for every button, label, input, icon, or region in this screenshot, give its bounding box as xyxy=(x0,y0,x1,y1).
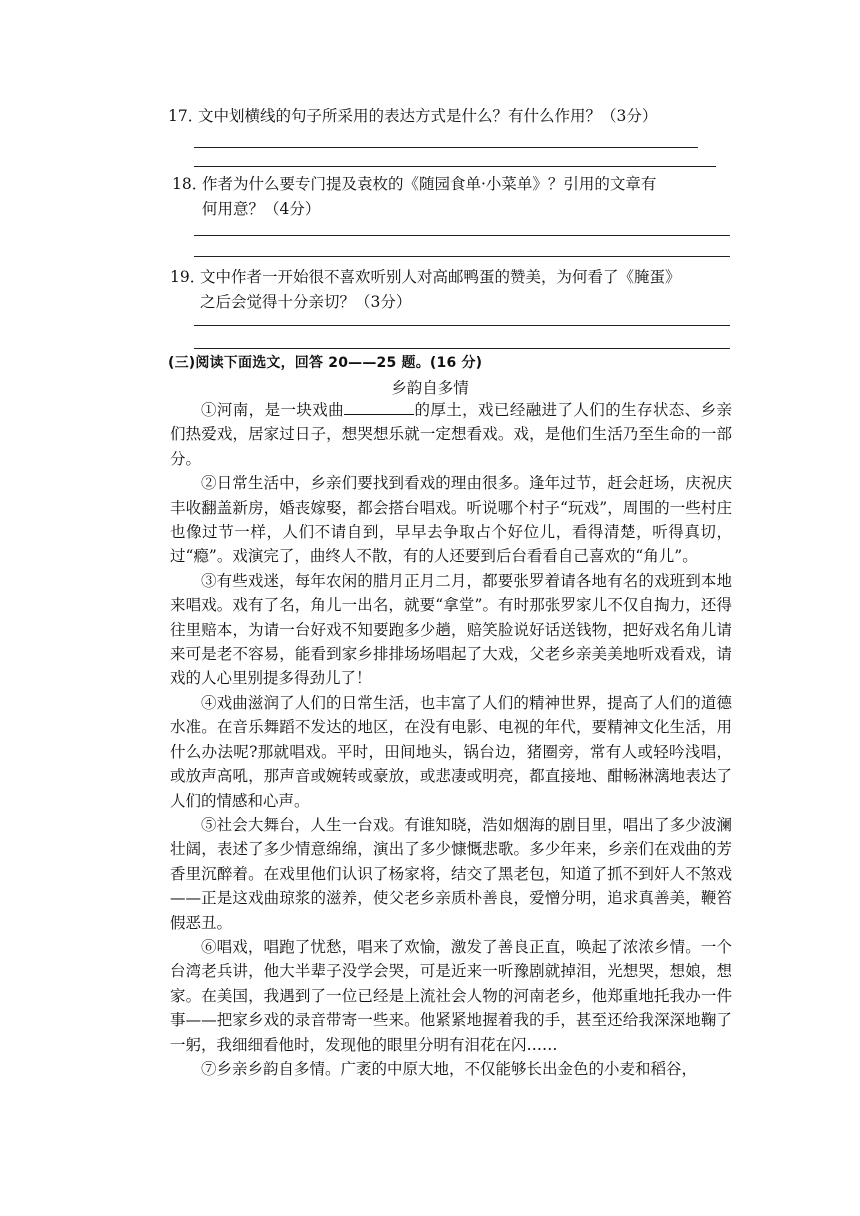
question-number: 19． xyxy=(170,268,206,286)
paragraph-1 xyxy=(170,398,732,471)
question-number: 18． xyxy=(172,175,208,193)
paragraph-7: ⑦乡亲乡韵自多情。广袤的中原大地，不仅能够长出金色的小麦和稻谷， xyxy=(201,1059,698,1078)
question-text-line-2: 何用意？（4分） xyxy=(202,200,321,218)
answer-line[interactable] xyxy=(194,147,698,148)
paragraph-6: ⑥唱戏，唱跑了忧愁，唱来了欢愉，激发了善良正直，唤起了浓浓乡情。一个台湾老兵讲，他大半辈子没学会哭，可是近来一听豫剧就掉泪，光想哭，想娘，想家。在美国，我遇到了一位已经是上流社会人物的河南老乡，他郑重地托我办一件事——把家乡戏的录音带寄一些来。他紧紧地握着我的手，甚至还给我深深地鞠了一躬，我细细看他时，发现他的眼里分明有泪花在闪…… xyxy=(170,937,732,1054)
paragraph-1-start: ①河南，是一块戏曲 xyxy=(201,401,345,419)
question-text-line-1: 文中作者一开始很不喜欢听别人对高邮鸭蛋的赞美，为何看了《腌蛋》 xyxy=(200,268,681,286)
answer-line[interactable] xyxy=(194,256,730,257)
question-text-line-2: 之后会觉得十分亲切？（3分） xyxy=(200,293,412,311)
answer-line[interactable] xyxy=(194,348,730,349)
question-text: 文中划横线的句子所采用的表达方式是什么？有什么作用？（3分） xyxy=(198,107,658,125)
paragraph-1-end: 的厚土，戏已经融进了人们的生存状态、乡亲们热爱戏，居家过日子，想哭想乐就一定想看戏。戏，是他们生活乃至生命的一部分。 xyxy=(170,401,732,468)
question-19 xyxy=(170,265,745,317)
answer-line[interactable] xyxy=(194,166,716,167)
paragraph-5: ⑤社会大舞台，人生一台戏。有谁知晓，浩如烟海的剧目里，唱出了多少波澜壮阔，表述了多少情意绵绵，演出了多少慷慨悲歌。多少年来，乡亲们在戏曲的芳香里沉醉着。在戏里他们认识了杨家将，结交了黑老包，知道了抓不到奸人不煞戏——正是这戏曲琼浆的滋养，使父老乡亲质朴善良，爱憎分明，追求真善美，鞭笞假恶丑。 xyxy=(170,815,732,932)
question-18 xyxy=(172,172,742,224)
article-body xyxy=(170,398,732,1081)
fill-in-blank[interactable] xyxy=(344,400,414,415)
question-17 xyxy=(168,104,738,130)
question-text-line-1: 作者为什么要专门提及袁枚的《随园食单·小菜单》？引用的文章有 xyxy=(202,175,657,193)
answer-line[interactable] xyxy=(194,235,730,236)
article-title: 乡韵自多情 xyxy=(391,379,469,397)
paragraph-2: ②日常生活中，乡亲们要找到看戏的理由很多。逢年过节，赶会赶场，庆祝庆丰收翻盖新房，婚丧嫁娶，都会搭台唱戏。听说哪个村子“玩戏”，周围的一些村庄也像过节一样，人们不请自到，早早去争取占个好位儿，看得清楚，听得真切，过“瘾”。戏演完了，曲终人不散，有的人还要到后台看看自己喜欢的“角儿”。 xyxy=(170,474,732,566)
question-number: 17． xyxy=(168,107,204,125)
section-heading: (三)阅读下面选文，回答 20——25 题。(16 分) xyxy=(168,355,483,371)
answer-line[interactable] xyxy=(194,325,730,326)
paragraph-4: ④戏曲滋润了人们的日常生活，也丰富了人们的精神世界，提高了人们的道德水准。在音乐舞蹈不发达的地区，在没有电影、电视的年代，要精神文化生活，用什么办法呢?那就唱戏。平时，田间地头，锅台边，猪圈旁，常有人或轻吟浅唱，或放声高吼，那声音或婉转或豪放，或悲凄或明亮，都直接地、酣畅淋漓地表达了人们的情感和心声。 xyxy=(170,693,732,810)
paragraph-3: ③有些戏迷，每年农闲的腊月正月二月，都要张罗着请各地有名的戏班到本地来唱戏。戏有了名，角儿一出名，就要“拿堂”。有时那张罗家儿不仅自掏力，还得往里赔本，为请一台好戏不知要跑多少趟，赔笑脸说好话送钱物，把好戏名角儿请来可是老不容易，能看到家乡排排场场唱起了大戏，父老乡亲美美地听戏看戏，请戏的人心里别提多得劲儿了！ xyxy=(170,571,732,688)
